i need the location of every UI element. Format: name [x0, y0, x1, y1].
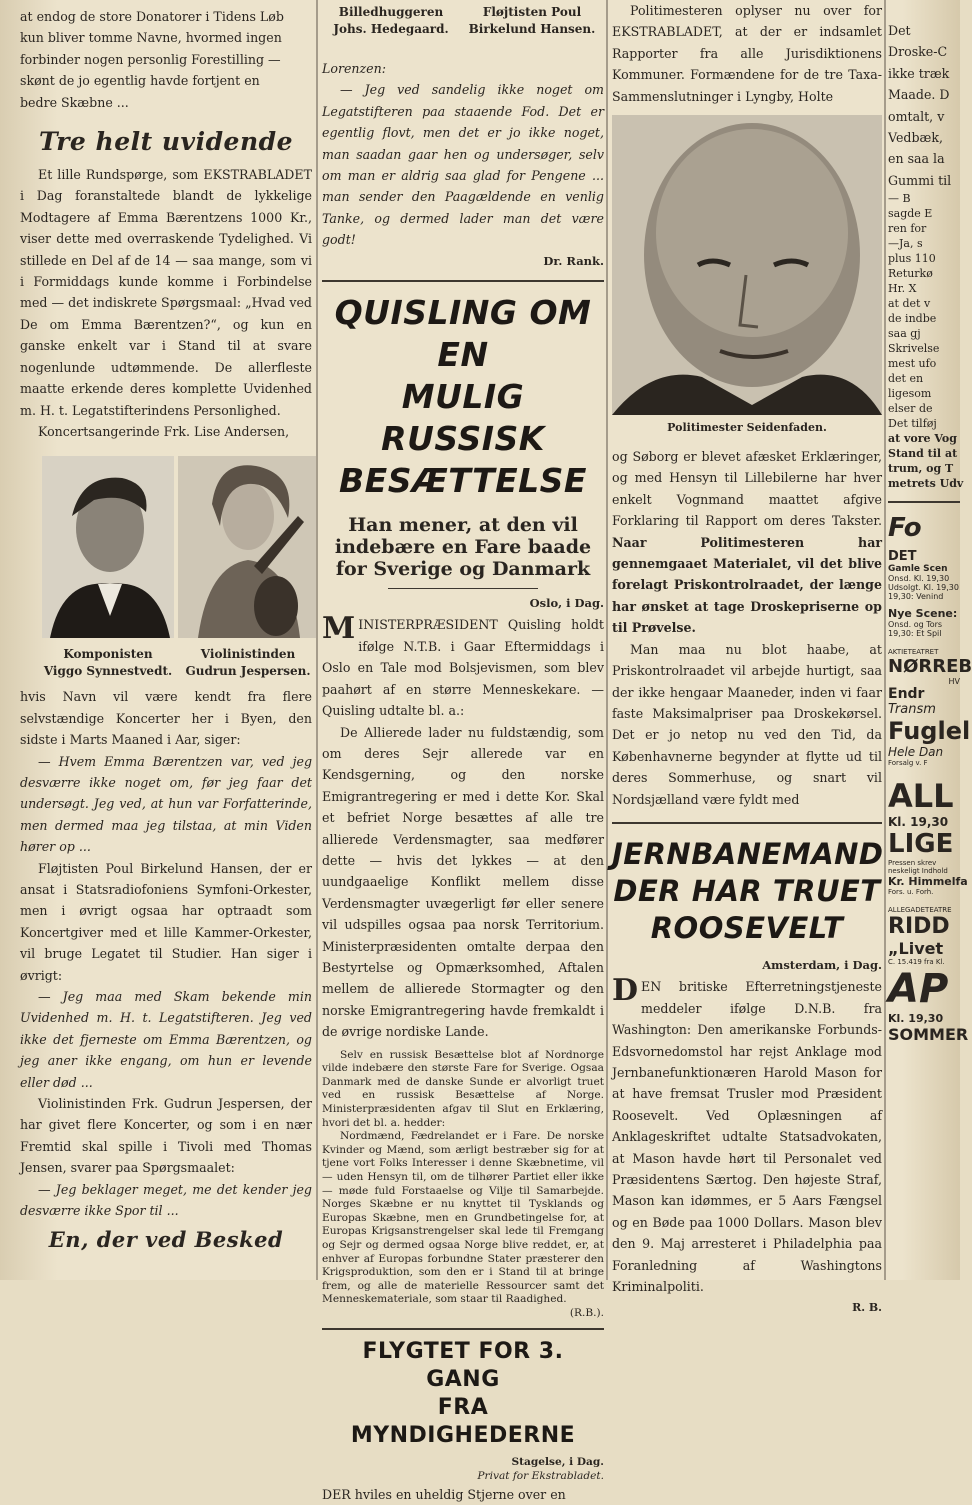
- headline-tre-helt: Tre helt uvidende: [38, 127, 294, 157]
- ad-text: Kr. Himmelfa: [888, 875, 968, 889]
- article-paragraph: Man maa nu blot haabe, at Priskontrolraadet vil arbejde hurtigt, saa der ikke hengaar Maaneder, inden vi faar faste Maksimalpriser paa Droskekørsel. Det er jo netop nu ved den Tid, da Københavnerne begynder at flytte ud til deres Sommerhuse, og snart vil Nordsjælland være fyldt med: [612, 641, 882, 807]
- quote-paragraph: — Jeg beklager meget, me det kender jeg desværre ikke Spor til ...: [20, 1181, 312, 1219]
- cropped-text-lines: [888, 20, 964, 491]
- headline-flygtet: [322, 1338, 604, 1450]
- ad-text: SOMMER: [888, 1025, 969, 1045]
- cropped-line: ren for: [888, 222, 927, 236]
- signature-rank: Dr. Rank.: [543, 253, 604, 268]
- photo-seidenfaden: [612, 115, 882, 415]
- caption-violinistinde: [178, 646, 318, 680]
- ad-text: neskeligt Indhold: [888, 867, 948, 876]
- article-paragraph: [612, 446, 882, 639]
- ad-text: Transm: [888, 702, 936, 718]
- intro-line: at endog de store Donatorer i Tidens Løb: [20, 9, 284, 24]
- caption-line: Gudrun Jespersen.: [185, 664, 311, 679]
- lead-paragraph: [612, 973, 882, 1297]
- cropped-line: saa gj: [888, 327, 921, 341]
- signature-rb: (R.B.).: [569, 1306, 604, 1319]
- section-divider: [612, 822, 882, 824]
- photo-violinistinde: [178, 456, 316, 638]
- subhead-divider: [388, 588, 538, 589]
- section-divider: [322, 1328, 604, 1330]
- cropped-line: ikke træk: [888, 65, 950, 81]
- cropped-line: Det tilføj: [888, 417, 937, 431]
- cropped-line: plus 110: [888, 252, 936, 266]
- column-rule: [884, 0, 886, 1280]
- article-paragraph: Koncertsangerinde Frk. Lise Andersen,: [38, 423, 290, 439]
- ad-text: Nye Scene:: [888, 607, 958, 621]
- cropped-line: Skrivelse: [888, 342, 940, 356]
- cropped-line: sagde E: [888, 207, 933, 221]
- cropped-line: Vedbæk,: [888, 130, 943, 146]
- lead-text: EN britiske Efterretningstjeneste meddeler ifølge D.N.B. fra Washington: Den amerikanske Forbunds-Edsvornedomstol har rejst Anklage mod Jernbanefunktionæren Harold Mason for at have fremsat Trusler mod Præsident Roosevelt. Ved Oplæsningen af Anklageskriftet udtalte Statsadvokaten, at Mason havde hørt til Personalet ved Præsidentens Særtog. Den højeste Straf, Mason kan idømmes, er 5 Aars Fængsel og en Bøde paa 1000 Dollars. Mason blev den 9. Maj arresteret i Philadelphia paa Foranledning af Washingtons Kriminalpoliti.: [612, 979, 882, 1295]
- ad-text: „Livet: [888, 939, 944, 959]
- headline-quisling: [322, 292, 604, 502]
- cropped-line: mest ufo: [888, 357, 937, 371]
- article-paragraph-small: Selv en russisk Besættelse blot af Nordnorge vilde indebære den største Fare for Sverige. Ogsaa Danmark med de danske Sunde er alvorligt truet ved en russisk Besættelse af Norge. Ministerpræsidenten afgav til Slut en Erklæring, hvori det bl. a. hedder:: [322, 1048, 604, 1129]
- portrait-icon: [178, 456, 316, 638]
- headline-line: DER HAR TRUET: [613, 873, 881, 908]
- headline-jernbanemand: [612, 836, 882, 947]
- subhead-line: Han mener, at den vil: [348, 514, 578, 537]
- caption-line: Billedhuggeren: [338, 5, 444, 19]
- caption-line: Birkelund Hansen.: [468, 22, 596, 36]
- cropped-line: Hr. X: [888, 282, 917, 296]
- drop-cap: D: [612, 973, 639, 1009]
- top-photo-captions: [322, 0, 604, 48]
- ad-text: RIDD: [888, 914, 950, 940]
- article-paragraph: DER hviles en uheldig Stjerne over en: [322, 1486, 566, 1502]
- cropped-line: Maade. D: [888, 87, 950, 103]
- ad-text: Fuglel: [888, 717, 971, 746]
- ad-text: Onsd. Kl. 19,30: [888, 574, 950, 584]
- intro-line: kun bliver tomme Navne, hvormed ingen: [20, 30, 282, 46]
- cropped-line: Stand til at: [888, 447, 958, 461]
- caption-line: Komponisten: [63, 647, 153, 662]
- dateline-slagelse: Stagelse, i Dag.: [511, 1456, 604, 1469]
- ad-text: Gamle Scen: [888, 564, 948, 575]
- caption-line: Fløjtisten Poul: [482, 5, 582, 19]
- ad-text: NØRREB: [888, 656, 972, 678]
- cropped-line: elser de: [888, 402, 933, 416]
- article-paragraph: Fløjtisten Poul Birkelund Hansen, der er ansat i Statsradiofoniens Symfoni-Orkester, men i øvrigt ogsaa har optraadt som Koncertgiver med et lille Kammer-Orkester, vil bruge Legatet til Studier. Han siger i øvrigt:: [20, 860, 312, 983]
- ad-text: Pressen skrev: [888, 859, 937, 868]
- caption-hedegaard: [322, 4, 460, 38]
- photo-pair: [20, 450, 312, 679]
- column-rule: [606, 0, 608, 1280]
- subhead-line: for Sverige og Danmark: [335, 558, 591, 581]
- quote-paragraph: — Jeg maa med Skam bekende min Uvidenhed m. H. t. Legatstifteren. Jeg ved ikke det fjerneste om Emma Bærentzen, og jeg aner ikke engang, om hun er levende eller død ...: [20, 989, 312, 1090]
- dateline-sub: Privat for Ekstrabladet.: [477, 1470, 604, 1483]
- ad-text: AP: [888, 966, 949, 1013]
- section-divider: [322, 280, 604, 282]
- headline-line: MULIG RUSSISK: [381, 377, 545, 459]
- column-4: [888, 0, 972, 1280]
- lorenzen-label: Lorenzen:: [322, 61, 386, 76]
- subhead-line: indebære en Fare baade: [334, 536, 592, 559]
- subheadline-quisling: [322, 514, 604, 580]
- ad-text: C. 15.419 fra Kl.: [888, 958, 945, 967]
- ad-text: Endr: [888, 686, 925, 703]
- article-paragraph: Violinistinden Frk. Gudrun Jespersen, der har givet flere Koncerter, og som i en nær Fremtid skal spille i Tivoli med Thomas Jensen, svarer paa Spørgsmaalet:: [20, 1096, 312, 1176]
- dateline-oslo: Oslo, i Dag.: [529, 596, 604, 611]
- ad-text: Fo: [888, 513, 922, 544]
- lorenzen-quote: — Jeg ved sandelig ikke noget om Legatstifteren paa staaende Fod. Det er egentlig flovt, men det er jo ikke noget, man saadan gaar hen og undersøger, selv om man er aldrig saa glad for Pengene ... man sender den Paagældende en venlig Tanke, og dermed lader man det være godt!: [322, 82, 604, 248]
- cropped-line: — B: [888, 192, 911, 206]
- cropped-line: Droske-C: [888, 44, 948, 60]
- dateline-amsterdam: Amsterdam, i Dag.: [762, 957, 882, 972]
- headline-line: ROOSEVELT: [650, 910, 844, 945]
- headline-line: BESÆTTELSE: [339, 461, 587, 501]
- portrait-icon: [612, 115, 882, 415]
- drop-cap: M: [322, 611, 356, 647]
- signature-rb: R. B.: [852, 1301, 882, 1315]
- cropped-line: Returkø: [888, 267, 933, 281]
- ad-text: Forsalg v. F: [888, 759, 928, 768]
- headline-line: QUISLING OM EN: [334, 293, 592, 375]
- cropped-line: Gummi til: [888, 172, 952, 188]
- column-2: [322, 0, 604, 1502]
- cropped-line: omtalt, v: [888, 108, 945, 124]
- article-paragraph: Et lille Rundspørge, som EKSTRABLADET i Dag foranstaltede blandt de lykkelige Modtagere af Emma Bærentzens 1000 Kr., viser dette med overraskende Tydelighed. Vi stillede en Del af de 14 — saa mange, som vi i Formiddags kunde komme i Forbindelse med — det indiskrete Spørgsmaal: „Hvad ved De om Emma Bærentzen?“, og kun en ganske enkelt var i Stand til at svare nogenlunde udtømmende. De allerfleste maatte erkende deres komplette Uvidenhed m. H. t. Legatstifterindens Personlighed.: [20, 167, 312, 418]
- article-paragraph: De Allierede lader nu fuldstændig, som om deres Sejr allerede var en Kendsgerning, og den norske Emigrantregering er med i dette Kor. Skal et befriet Norge besættes af alle tre allierede Verdensmagter, saa medfører dette — hvis det lykkes — at den uundgaaelige Konflikt mellem disse Verdensmagter uvægerligt før eller senere vil udspilles ogsaa paa norsk Territorium. Ministerpræsidenten omtalte derpaa den Bestyrtelse og Opmærksomhed, Aftalen mellem de allierede Stormagter og den norske Emigrantregering havde fremkaldt i de øvrige nordiske Lande.: [322, 724, 604, 1040]
- cropped-line: en saa la: [888, 151, 945, 167]
- regular-text: og Søborg er blevet afæsket Erklæringer, og med Hensyn til Lillebilerne har hver enkelt Vognmand maattet afgive Forklaring til Rapport om deres Takster.: [612, 449, 882, 529]
- ad-text: Onsd. og Tors: [888, 620, 943, 630]
- headline-line: FRA MYNDIGHEDERNE: [350, 1395, 576, 1449]
- cropped-line: de indbe: [888, 312, 937, 326]
- ad-text: ALLEGADETEATRE: [888, 906, 952, 915]
- ad-text: ALL: [888, 777, 954, 816]
- ad-text: Udsolgt. Kl. 19,30: [888, 583, 959, 593]
- article-paragraph: Politimesteren oplyser nu over for EKSTRABLADET, at der er indsamlet Rapporter fra alle Jurisdiktionens Kommuner. Formændene for de tre Taxa-Sammenslutninger i Lyngby, Holte: [612, 3, 882, 104]
- column-rule: [316, 0, 318, 1280]
- cropped-line: —Ja, s: [888, 237, 923, 251]
- article-paragraph-small: Nordmænd, Fædrelandet er i Fare. De norske Kvinder og Mænd, som ærligt bestræber sig for at tjene vort Folks Interesser i denne Skæbnetime, vil — uden Hensyn til, om de tilhører Partiet eller ikke — møde fuld Forstaaelse og Vilje til Samarbejde. Norges Skæbne er nu knyttet til Tysklands og Europas Skæbne, men en Grundbetingelse for, at Europas Krigsanstrengelser skal lede til Fremgang og Sejr og dermed ogsaa Norge blive reddet, er, at enhver af Europas forbundne Stater præsterer den Krigsproduktion, som den er i Stand til at bringe frem, og alle de materielle Ressourcer samt det Menneskemateriale, som staar til Raadighed.: [322, 1130, 604, 1306]
- portrait-icon: [42, 456, 174, 638]
- intro-text: [20, 6, 312, 113]
- headline-line: FLYGTET FOR 3. GANG: [362, 1339, 564, 1393]
- cropped-line: Det: [888, 23, 911, 38]
- theater-ads: [888, 513, 972, 1045]
- headline-line: JERNBANEMAND: [612, 836, 884, 871]
- caption-line: Johs. Hedegaard.: [333, 22, 449, 36]
- cropped-line: det en: [888, 372, 924, 386]
- ad-text: DET: [888, 549, 917, 565]
- caption-komponist: [40, 646, 176, 680]
- ad-text: Hele Dan: [888, 745, 944, 760]
- caption-birkelund: [462, 4, 602, 38]
- article-paragraph: hvis Navn vil være kendt fra flere selvstændige Koncerter her i Byen, den sidste i Marts Maaned i Aar, siger:: [20, 689, 312, 748]
- ad-text: 19,30: Et Spil: [888, 629, 942, 639]
- cropped-line: metrets Udv: [888, 477, 964, 491]
- lead-paragraph: [322, 611, 604, 721]
- lead-text: INISTERPRÆSIDENT Quisling holdt ifølge N.T.B. i Gaar Eftermiddags i Oslo en Tale mod Bolsjevismen, som blev paahørt af en større Menneskekare. — Quisling udtalte bl. a.:: [322, 617, 604, 719]
- caption-seidenfaden: Politimester Seidenfaden.: [667, 421, 827, 435]
- column-1: [20, 0, 312, 1280]
- ad-text: AKTIETEATRET: [888, 648, 939, 657]
- ad-text: LIGE: [888, 829, 954, 860]
- bold-text: Naar Politimesteren har gennemgaaet Materialet, vil det blive forelagt Priskontrolraadet, der længe har ønsket at tage Droskepriserne op til Prøvelse.: [612, 534, 882, 636]
- cropped-line: trum, og T: [888, 462, 954, 476]
- intro-line: forbinder nogen personlig Forestilling —: [20, 51, 281, 67]
- ad-text: Kl. 19,30: [888, 815, 949, 830]
- ad-text: 19,30: Venind: [888, 592, 944, 602]
- ad-text: HV: [948, 677, 960, 687]
- cropped-line: ligesom: [888, 387, 932, 401]
- ad-text: Fors. u. Forh.: [888, 888, 934, 897]
- caption-line: Viggo Synnestvedt.: [43, 664, 173, 679]
- cropped-line: at det v: [888, 297, 931, 311]
- intro-line: skønt de jo egentlig havde fortjent en: [20, 73, 260, 89]
- section-divider: [888, 501, 960, 503]
- cropped-line: at vore Vog: [888, 432, 957, 446]
- caption-line: Violinistinden: [200, 647, 296, 662]
- headline-bottom: En, der ved Besked: [48, 1227, 284, 1253]
- quote-paragraph: — Hvem Emma Bærentzen var, ved jeg desværre ikke noget om, før jeg faar det undersøgt. Jeg ved, at hun var Forfatterinde, men dermed maa jeg tilstaa, at min Viden hører op ...: [20, 753, 312, 855]
- photo-komponist: [42, 456, 174, 638]
- ad-text: Kl. 19,30: [888, 1012, 944, 1026]
- column-3: [612, 0, 884, 1315]
- intro-line: bedre Skæbne ...: [20, 94, 129, 110]
